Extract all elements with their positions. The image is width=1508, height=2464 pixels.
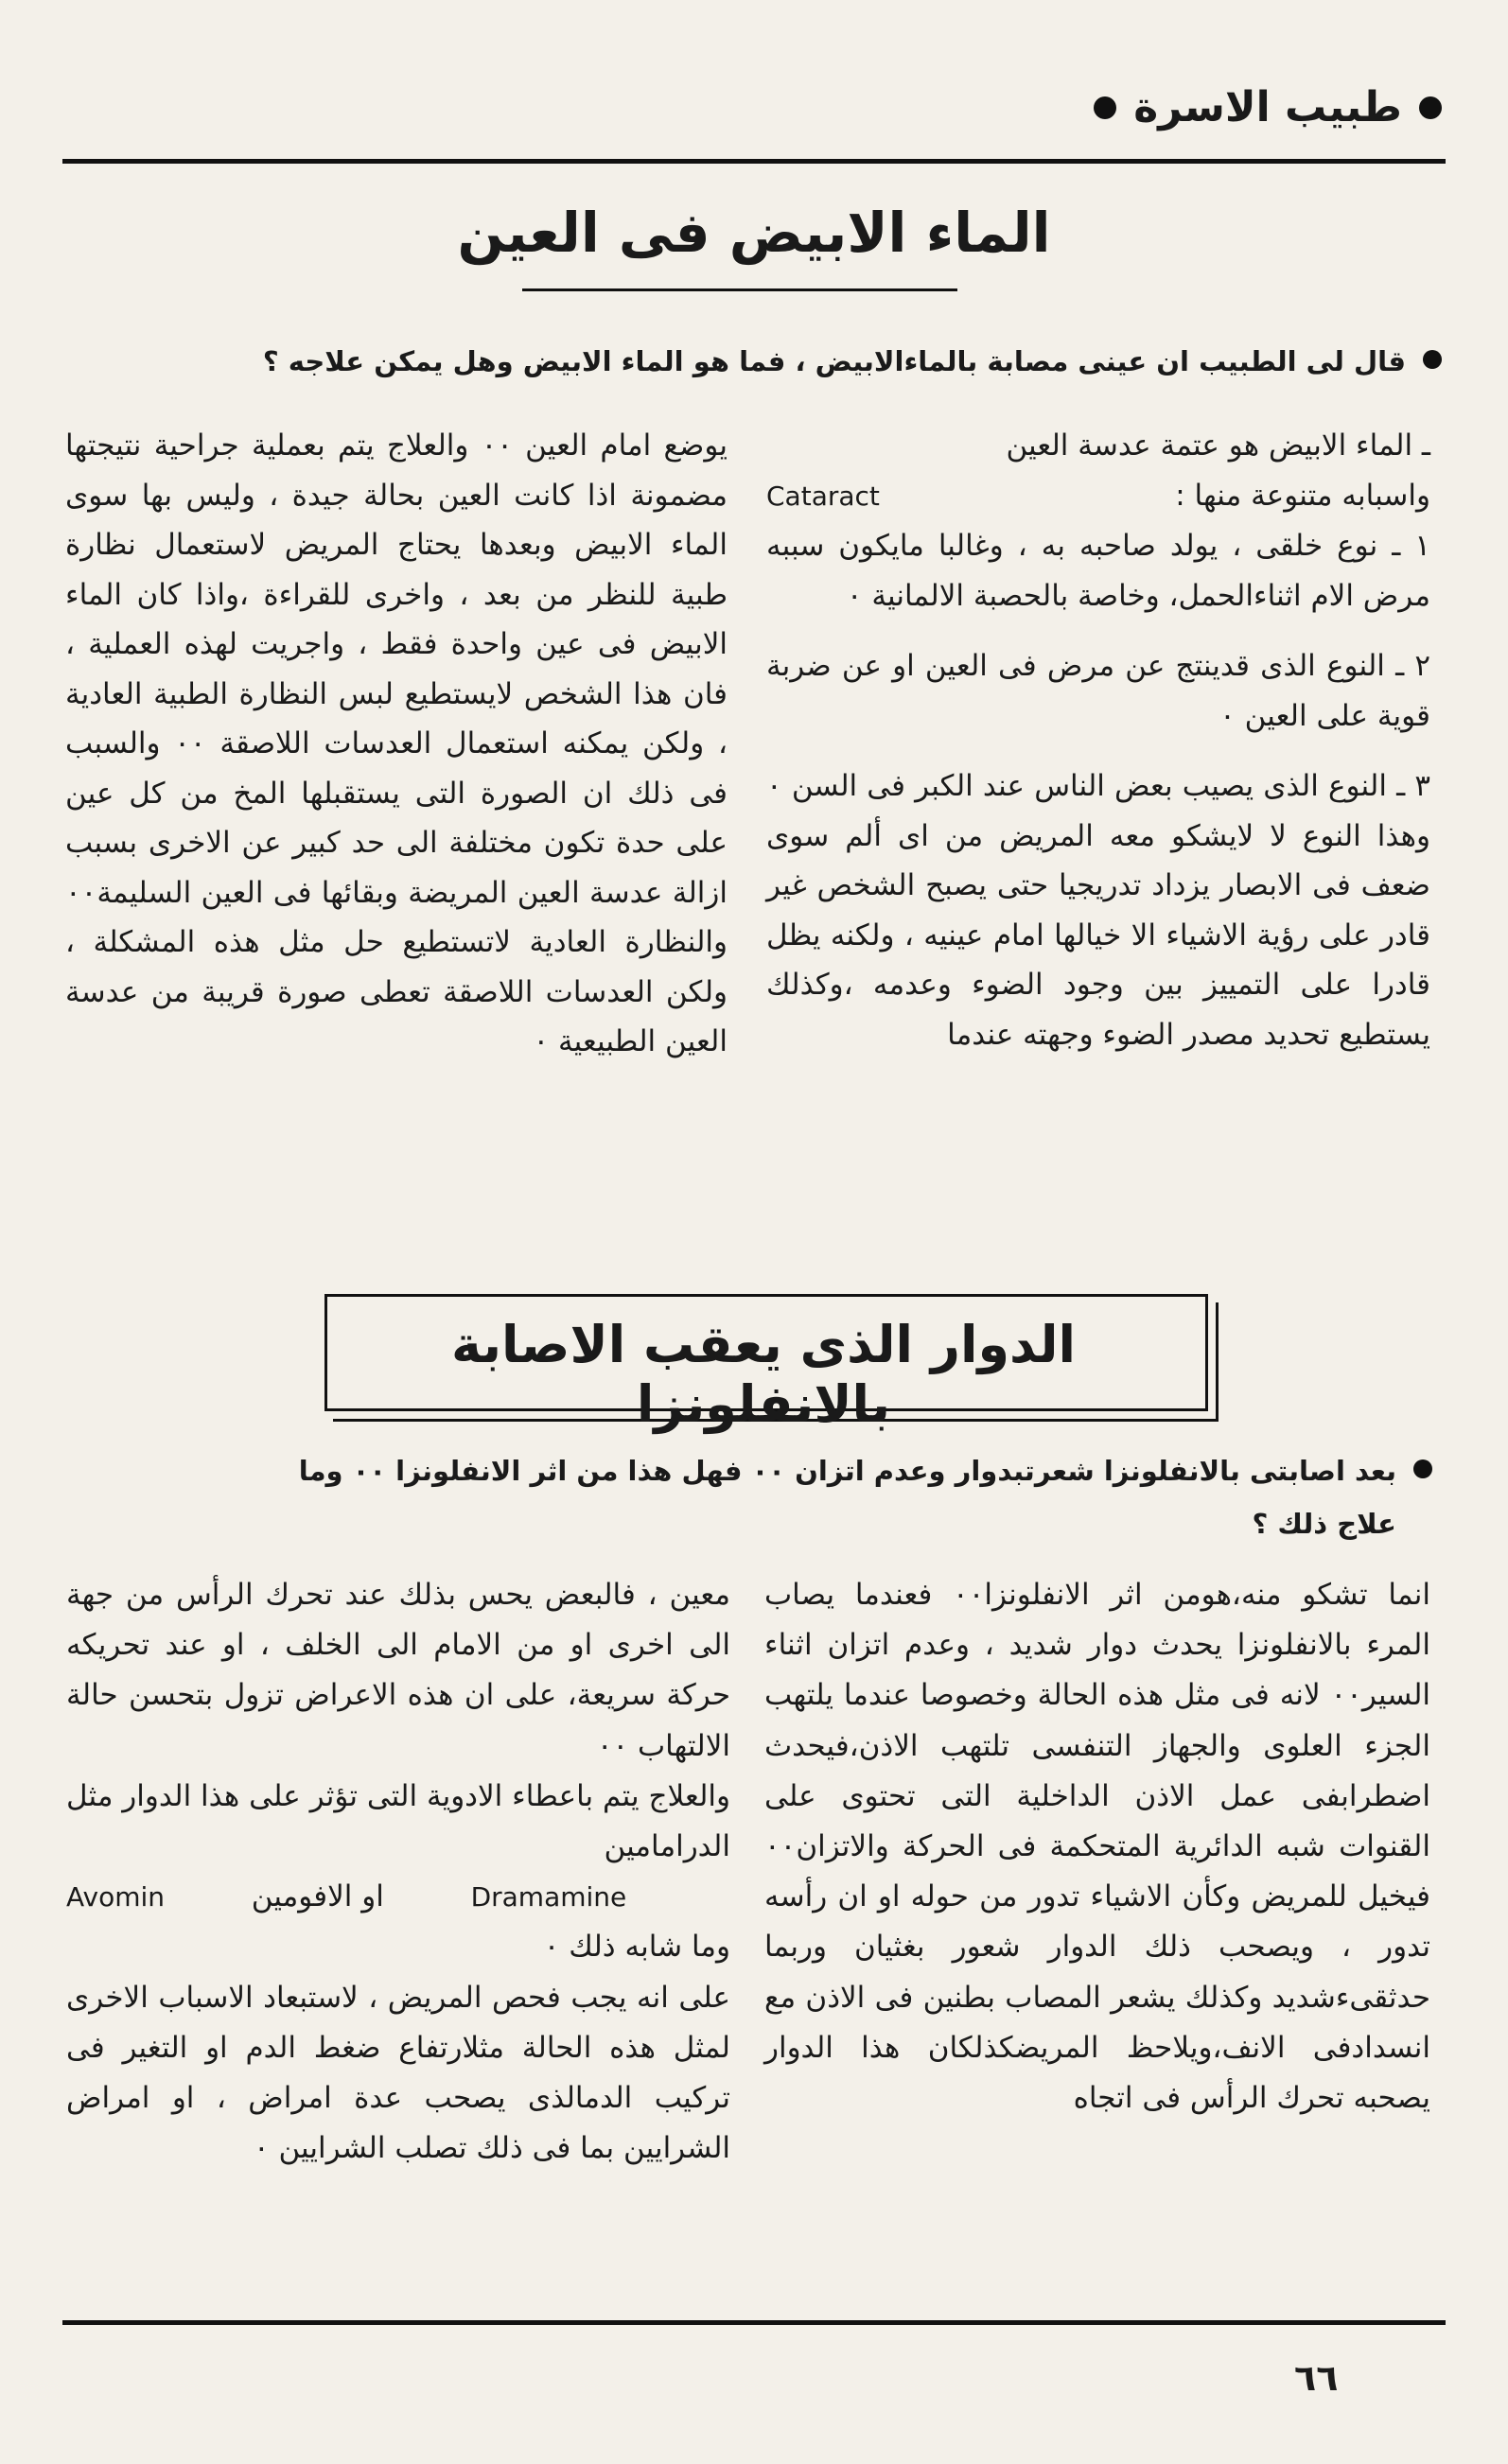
bullet-icon <box>1419 96 1442 119</box>
drug-latin-avomin: Avomin <box>66 1881 166 1914</box>
article1-p1-line1: ـ الماء الابيض هو عتمة عدسة العين <box>1006 428 1430 463</box>
drug-names-line <box>66 1872 730 1922</box>
article2-question <box>288 1444 1432 1550</box>
page-number: ٦٦ <box>1294 2357 1339 2399</box>
article1-paragraph: ١ ـ نوع خلقى ، يولد صاحبه به ، وغالبا مايكون سببه مرض الام اثناءالحمل، وخاصة بالحصبة الالمانية ٠ <box>766 529 1430 613</box>
article2-question-text: بعد اصابتى بالانفلونزا شعرتبدوار وعدم اتزان ٠٠ فهل هذا من اثر الانفلونزا ٠٠ وما علاج ذلك ؟ <box>298 1455 1396 1540</box>
article1-paragraph: يوضع امام العين ٠٠ والعلاج يتم بعملية جراحية نتيجتها مضمونة اذا كانت العين بحالة جيدة ، وليس بها سوى الماء الابيض وبعدها يحتاج المريض لاستعمال نظارة طبية للنظر من بعد ، واخرى للقراءة ،واذا كان الماء الابيض فى عين واحدة فقط ، واجريت لهذه العملية ، فان هذا الشخص لايستطيع لبس النظارة الطبية العادية ، ولكن يمكنه استعمال العدسات اللاصقة ٠٠ والسبب فى ذلك ان الصورة التى يستقبلها المخ من كل عين على حدة تكون مختلفة الى حد كبير عن الاخرى بسبب ازالة عدسة العين المريضة وبقائها فى العين السليمة٠٠ والنظارة العادية لاتستطيع حل مثل هذه المشكلة ، ولكن العدسات اللاصقة تعطى صورة قريبة من عدسة العين الطبيعية ٠ <box>65 428 728 1058</box>
article1-question-text: قال لى الطبيب ان عينى مصابة بالماءالابيض ، فما هو الماء الابيض وهل يمكن علاجه ؟ <box>262 345 1406 377</box>
bullet-icon <box>1094 96 1116 119</box>
article2-right-column <box>764 1570 1430 2123</box>
article1-right-column <box>766 421 1430 1059</box>
article2-title: الدوار الذى يعقب الاصابة بالانفلونزا <box>451 1315 1076 1434</box>
bullet-icon <box>1423 350 1442 369</box>
drug-latin-dramamine: Dramamine <box>470 1881 627 1914</box>
article2-paragraph: انما تشكو منه،هومن اثر الانفلونزا٠٠ فعندما يصاب المرء بالانفلونزا يحدث دوار شديد ، وعدم اتزان اثناء السير٠٠ لانه فى مثل هذه الحالة وخصوصا عندما يلتهب الجزء العلوى والجهاز التنفسى تلتهب الاذن،فيحدث اضطرابفى عمل الاذن الداخلية التى تحتوى على القنوات شبه الدائرية المتحكمة فى الحركة والاتزان٠٠ فيخيل للمريض وكأن الاشياء تدور من حوله او ان رأسه تدور ، ويصحب ذلك الدوار شعور بغثيان وربما حدثقىءشديد وكذلك يشعر المصاب بطنين فى الاذن مع انسدادفى الانف،ويلاحظ المريضكذلكان هذا الدوار يصحبه تحرك الرأس فى اتجاه <box>764 1578 1430 2116</box>
section-title: طبيب الاسرة <box>1133 83 1402 131</box>
article1-title-underline <box>522 288 957 291</box>
bottom-divider <box>62 2320 1446 2325</box>
article1-paragraph <box>766 421 1430 471</box>
article1-paragraph: ٢ ـ النوع الذى قدينتج عن مرض فى العين او عن ضربة قوية على العين ٠ <box>766 649 1430 733</box>
bullet-icon <box>1413 1459 1432 1478</box>
article1-p1-line2: واسبابه متنوعة منها : <box>1175 478 1430 513</box>
article1-paragraph: ٣ ـ النوع الذى يصيب بعض الناس عند الكبر فى السن ٠ وهذا النوع لا لايشكو معه المريض من اى ألم سوى ضعف فى الابصار يزداد تدريجيا حتى يصبح الشخص غير قادر على رؤية الاشياء الا خيالها امام عينيه ، ولكنه يظل قادرا على التمييز بين وجود الضوء وعدمه ،وكذلك يستطيع تحديد مصدر الضوء وجهته عندما <box>766 769 1430 1052</box>
section-header <box>1094 83 1442 131</box>
article2-paragraph: على انه يجب فحص المريض ، لاستبعاد الاسباب الاخرى لمثل هذه الحالة مثلارتفاع ضغط الدم او التغير فى تركيب الدمالذى يصحب عدة امراض ، او امراض الشرايين بما فى ذلك تصلب الشرايين ٠ <box>66 1980 730 2166</box>
article1-cataract-line <box>766 471 1430 522</box>
article1-left-column <box>65 421 728 1067</box>
top-divider <box>62 159 1446 164</box>
article2-paragraph: والعلاج يتم باعطاء الادوية التى تؤثر على هذا الدوار مثل الدرامامين <box>66 1778 730 1864</box>
article2-paragraph: معين ، فالبعض يحس بذلك عند تحرك الرأس من جهة الى اخرى او من الامام الى الخلف ، او عند تحريكه حركة سريعة، على ان هذه الاعراض تزول بتحسن حالة الالتهاب ٠٠ <box>66 1578 730 1763</box>
article2-paragraph: وما شابه ذلك ٠ <box>543 1930 730 1965</box>
cataract-latin-term: Cataract <box>766 480 880 512</box>
article1-title: الماء الابيض فى العين <box>457 201 1051 265</box>
article1-question <box>66 341 1442 382</box>
drug-arabic-avomin: او الافومين <box>251 1879 384 1914</box>
article2-left-column <box>66 1570 730 2174</box>
